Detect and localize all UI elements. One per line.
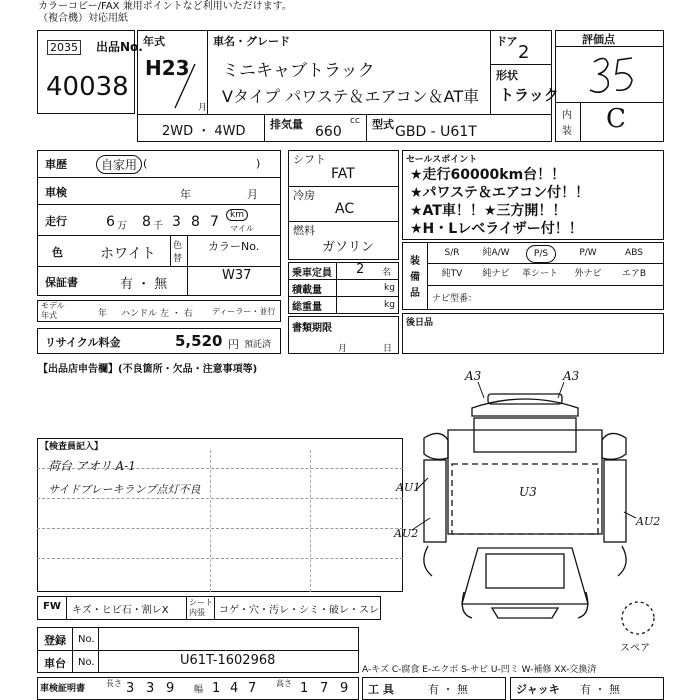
fuel-label: 燃料 <box>293 224 315 237</box>
cert-height-label: 高さ <box>276 679 292 688</box>
cert-height-3: 9 <box>340 681 349 696</box>
history-label: 車歴 <box>45 158 67 171</box>
inspector-note-1: 荷台 アオリ A-1 <box>48 459 136 473</box>
equipment-label-2: 備 <box>410 272 420 283</box>
model-year-handle: ハンドル <box>121 309 158 319</box>
equip-navi: 純ナビ <box>482 269 510 279</box>
equip-abs: ABS <box>625 248 643 258</box>
cert-height-2: 7 <box>320 681 329 696</box>
recycle-unit: 円 <box>228 338 239 351</box>
mileage-d3: 3 <box>172 214 181 230</box>
doors-value: 2 <box>518 42 530 63</box>
cert-width-1: 1 <box>212 681 221 696</box>
displacement-value: 660 <box>315 124 342 140</box>
history-value: 自家用 <box>96 155 142 174</box>
body-label: 形状 <box>496 69 518 82</box>
inspector-label: 【検査員記入】 <box>40 442 104 452</box>
load-label: 積載量 <box>292 285 322 296</box>
lot-number: 40038 <box>46 72 129 102</box>
jack-label: ジャッキ <box>516 683 560 696</box>
jack-value: 有 ・ 無 <box>580 683 620 696</box>
sales-label: セールスポイント <box>406 155 478 165</box>
interior-value: C <box>606 104 626 134</box>
gross-unit: kg <box>384 300 395 310</box>
interior-label-2: 装 <box>562 126 572 137</box>
chassis-label: 車台 <box>44 657 66 670</box>
load-unit: kg <box>384 283 395 293</box>
type-label: 型式 <box>372 118 394 131</box>
aftermarket-label: 後日品 <box>406 318 434 328</box>
year-month-unit: 月 <box>198 103 208 113</box>
cert-width-3: 7 <box>248 681 257 696</box>
fw-seat-label-1: シート <box>189 598 213 607</box>
fw-seat-value: コゲ・穴・汚レ・シミ・破レ・スレ <box>219 605 379 616</box>
damage-mark-a3-left: A3 <box>465 369 482 383</box>
model-year-handle-value: 左 ・ 右 <box>160 309 193 319</box>
registration-no-label: No. <box>78 634 95 645</box>
damage-mark-au2-right: AU2 <box>636 515 661 528</box>
capacity-unit: 名 <box>382 268 392 278</box>
inspection-label: 車検 <box>45 186 67 199</box>
displacement-label: 排気量 <box>270 118 303 131</box>
model-year-label-2: 年式 <box>41 311 57 320</box>
equip-ext-navi: 外ナビ <box>574 269 602 279</box>
tools-value: 有 ・ 無 <box>428 683 468 696</box>
damage-legend: A-キズ C-腐食 E-エクボ S-サビ U-凹ミ W-補修 XX-交換済 <box>362 665 597 675</box>
color-code-value: W37 <box>222 268 252 283</box>
chassis-no-label: No. <box>78 657 95 668</box>
warranty-label: 保証書 <box>45 276 78 289</box>
body-value: トラック <box>499 86 559 104</box>
equip-sr: S/R <box>444 248 460 258</box>
model-year-unit: 年 <box>98 309 108 319</box>
drive-value: 2WD ・ 4WD <box>162 124 246 139</box>
header-top-line: カラーコピー/FAX 兼用ポイントなど利用いただけます。 <box>38 1 292 12</box>
inspection-year-unit: 年 <box>180 188 191 201</box>
color-repaint-1: 色 <box>173 241 183 251</box>
displacement-unit: cc <box>350 116 360 126</box>
mileage-u2: 千 <box>153 221 163 232</box>
lot-label: 出品No. <box>96 40 143 54</box>
cert-length-2: 3 <box>146 681 155 696</box>
sales-point-1: ★走行60000km台！！ <box>410 167 566 183</box>
history-paren-open: ( <box>143 157 148 170</box>
history-paren-close: ) <box>256 157 261 170</box>
inspection-month-unit: 月 <box>247 188 258 201</box>
aircon-label: 冷房 <box>293 189 315 202</box>
equip-tv: 純TV <box>441 269 463 279</box>
doors-label: ドア <box>496 35 518 48</box>
shift-value: FAT <box>331 166 355 182</box>
capacity-label: 乗車定員 <box>292 268 332 279</box>
mileage-unit-km: km <box>226 209 248 221</box>
recycle-label: リサイクル料金 <box>45 336 121 349</box>
year-era: H23 <box>145 56 190 80</box>
cert-length-1: 3 <box>126 681 135 696</box>
fw-value: キズ・ヒビ石・割レX <box>72 605 169 616</box>
equip-navi-model: ナビ型番： <box>432 294 478 304</box>
grade-handwritten <box>580 52 650 100</box>
equip-leather: 革シート <box>521 269 558 279</box>
model-year-label-1: モデル <box>41 301 65 310</box>
sales-point-3: ★AT車！！★三方開！！ <box>410 203 567 219</box>
model-grade: Vタイプ パワステ＆エアコン＆AT車 <box>222 87 480 106</box>
interior-label-1: 内 <box>562 110 572 121</box>
year-label: 年式 <box>143 35 165 48</box>
docs-month-unit: 月 <box>338 344 348 354</box>
cert-length-3: 9 <box>166 681 175 696</box>
mileage-d2: 8 <box>142 214 151 230</box>
fw-seat-label-2: 内張 <box>189 608 205 617</box>
damage-mark-a3-right: A3 <box>563 369 580 383</box>
mileage-d4: 8 <box>191 214 200 230</box>
docs-day-unit: 日 <box>383 344 393 354</box>
mileage-unit-mile: マイル <box>230 224 254 233</box>
equip-ps: P/S <box>526 245 556 263</box>
model-name: ミニキャブトラック <box>222 61 375 81</box>
mileage-u1: 万 <box>117 221 127 232</box>
shift-label: シフト <box>293 153 326 166</box>
cert-width-label: 幅 <box>194 685 204 695</box>
aftermarket-box <box>402 313 664 354</box>
damage-mark-au2-left: AU2 <box>394 527 419 540</box>
color-code-label: カラーNo. <box>208 240 260 253</box>
header-subtitle: （複合機）対応用紙 <box>38 13 128 24</box>
tools-label: 工 具 <box>368 683 394 696</box>
inspector-note-2: サイドブレーキランプ点灯不良 <box>48 483 201 496</box>
registration-label: 登録 <box>44 634 66 647</box>
cert-width-2: 4 <box>230 681 239 696</box>
damage-mark-u3: U3 <box>519 485 537 499</box>
spare-label: スペア <box>620 643 650 654</box>
cert-height-1: 1 <box>300 681 309 696</box>
equipment-label-3: 品 <box>410 288 420 299</box>
cert-length-label: 長さ <box>106 679 122 688</box>
model-year-dealer: ディーラー・並行 <box>212 307 276 316</box>
sales-point-2: ★パワステ＆エアコン付！！ <box>410 185 590 201</box>
warranty-value: 有 ・ 無 <box>120 277 168 292</box>
capacity-value: 2 <box>356 262 365 277</box>
mileage-label: 走行 <box>45 215 67 228</box>
aircon-value: AC <box>335 201 355 217</box>
grade-label: 評価点 <box>582 33 615 46</box>
damage-diagram <box>388 368 668 638</box>
equipment-label-1: 装 <box>410 256 420 267</box>
equip-airbag: エアB <box>621 269 647 279</box>
recycle-value: 5,520 <box>175 332 223 350</box>
equip-pw: P/W <box>579 248 597 258</box>
type-value: GBD - U61T <box>395 124 477 140</box>
color-repaint-2: 替 <box>173 254 183 264</box>
mileage-d1: 6 <box>106 214 115 230</box>
model-label: 車名・グレード <box>213 35 290 48</box>
fw-label: FW <box>43 601 61 612</box>
color-label: 色 <box>52 246 63 259</box>
damage-mark-au1: AU1 <box>396 481 421 494</box>
gross-label: 総重量 <box>292 302 322 313</box>
docs-label: 書類期限 <box>292 323 332 334</box>
sales-point-4: ★H・Lレベライザー付！！ <box>410 221 583 237</box>
equip-aw: 純A/W <box>482 248 510 258</box>
color-value: ホワイト <box>100 246 156 262</box>
chassis-value: U61T-1602968 <box>180 653 276 668</box>
notes-label: 【出品店申告欄】(不良箇所・欠品・注意事項等) <box>38 364 258 375</box>
cert-label: 車検証明書 <box>40 684 86 694</box>
lot-stamp: 2035 <box>47 40 81 55</box>
mileage-d5: 7 <box>210 214 219 230</box>
fuel-value: ガソリン <box>322 240 375 255</box>
recycle-note: 預託済 <box>244 340 272 350</box>
